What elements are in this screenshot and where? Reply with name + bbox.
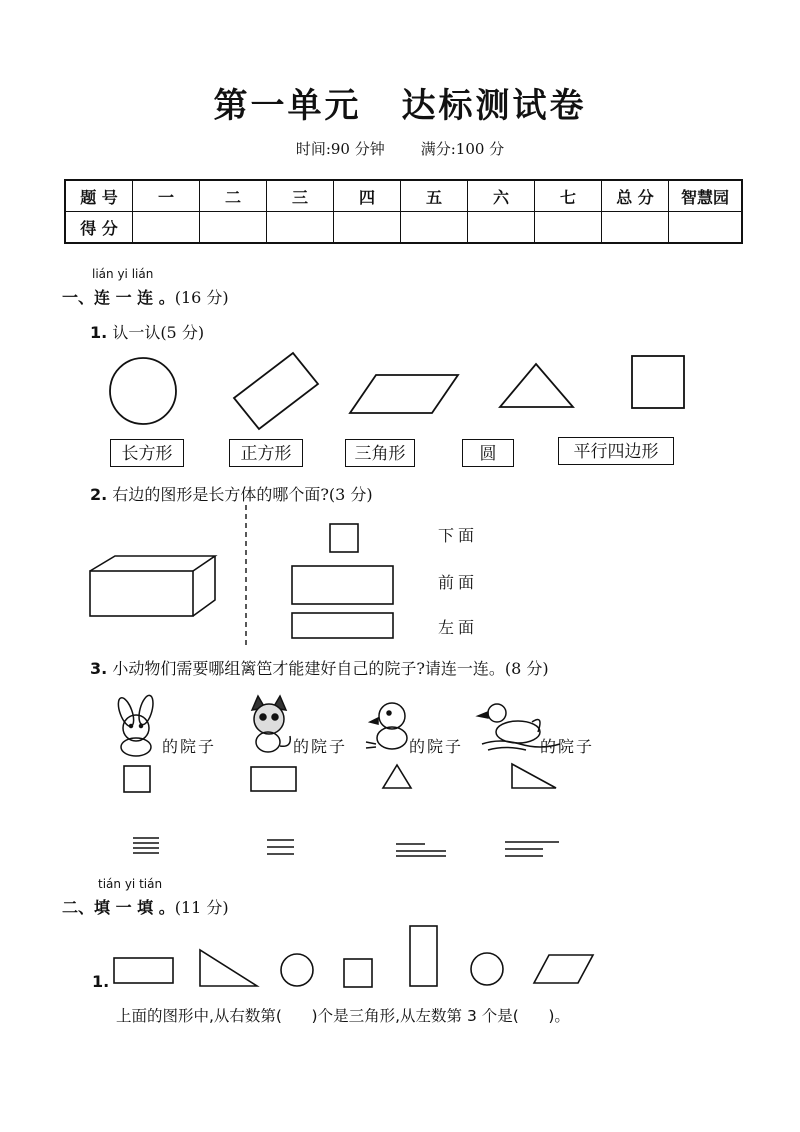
s2-q1-sentence[interactable]: 上面的图形中,从右数第( )个是三角形,从左数第 3 个是( )。 <box>116 1007 570 1025</box>
header-cell: 智慧园 <box>669 180 743 212</box>
q1-text: 1. 认一认(5 分) <box>90 323 205 342</box>
fence-group-4 <box>505 842 559 856</box>
yard-square <box>124 766 150 792</box>
s2-circle <box>281 954 313 986</box>
section2-pinyin: tián yi tián <box>98 877 163 891</box>
time-limit: 时间:90 分钟 <box>295 140 385 158</box>
fence-group-1 <box>133 838 159 853</box>
face-thin-rect <box>292 613 393 638</box>
yard-rectangle <box>251 767 296 791</box>
header-cell: 七 <box>535 180 602 212</box>
rectangle-shape-tilted <box>234 353 318 429</box>
yard-label-cat: 的院子 <box>293 737 348 756</box>
s2-right-triangle <box>200 950 257 986</box>
parallelogram-shape <box>350 375 458 413</box>
s2-q1-number: 1. <box>92 972 110 991</box>
section2-title: 二、填 一 填 。(11 分) <box>62 898 229 917</box>
header-cell: 五 <box>401 180 468 212</box>
s2-rectangle <box>114 958 173 983</box>
cuboid-shape <box>90 556 215 616</box>
square-shape <box>632 356 684 408</box>
header-cell: 三 <box>267 180 334 212</box>
yard-triangle <box>383 765 411 788</box>
label-box-rectangle[interactable]: 长方形 <box>110 439 184 467</box>
yard-label-rabbit: 的院子 <box>162 737 217 756</box>
circle-shape <box>110 358 176 424</box>
face-long-rect <box>292 566 393 604</box>
header-cell: 总 分 <box>602 180 669 212</box>
face-label-left[interactable]: 左面 <box>438 618 479 637</box>
yard-label-duck: 的院子 <box>540 737 595 756</box>
s2-tall-rectangle <box>410 926 437 986</box>
face-label-front[interactable]: 前面 <box>438 573 479 592</box>
title-part1: 第一单元 <box>213 86 362 126</box>
section1-pinyin: lián yi lián <box>92 267 154 281</box>
label-box-parallelogram[interactable]: 平行四边形 <box>558 437 674 465</box>
rabbit-icon <box>115 694 155 756</box>
header-cell: 六 <box>468 180 535 212</box>
chick-icon <box>366 703 407 749</box>
face-label-bottom[interactable]: 下面 <box>438 526 479 545</box>
row-label: 得 分 <box>65 212 133 244</box>
header-cell: 一 <box>133 180 200 212</box>
s2-circle-2 <box>471 953 503 985</box>
full-score: 满分:100 分 <box>420 140 505 158</box>
q3-text: 3. 小动物们需要哪组篱笆才能建好自己的院子?请连一连。(8 分) <box>90 659 549 678</box>
face-square <box>330 524 358 552</box>
q2-text: 2. 右边的图形是长方体的哪个面?(3 分) <box>90 485 373 504</box>
yard-label-chick: 的院子 <box>409 737 464 756</box>
header-cell: 题 号 <box>65 180 133 212</box>
s2-square <box>344 959 372 987</box>
label-box-triangle[interactable]: 三角形 <box>345 439 415 467</box>
fence-group-3 <box>396 844 446 856</box>
s2-parallelogram <box>534 955 593 983</box>
label-box-circle[interactable]: 圆 <box>462 439 514 467</box>
header-cell: 四 <box>334 180 401 212</box>
fence-group-2 <box>267 840 294 854</box>
triangle-shape <box>500 364 573 407</box>
label-box-square[interactable]: 正方形 <box>229 439 303 467</box>
yard-right-triangle <box>512 764 556 788</box>
header-cell: 二 <box>200 180 267 212</box>
section1-title: 一、连 一 连 。(16 分) <box>62 288 229 307</box>
cat-icon <box>252 696 290 752</box>
title-part2: 达标测试卷 <box>401 86 587 126</box>
